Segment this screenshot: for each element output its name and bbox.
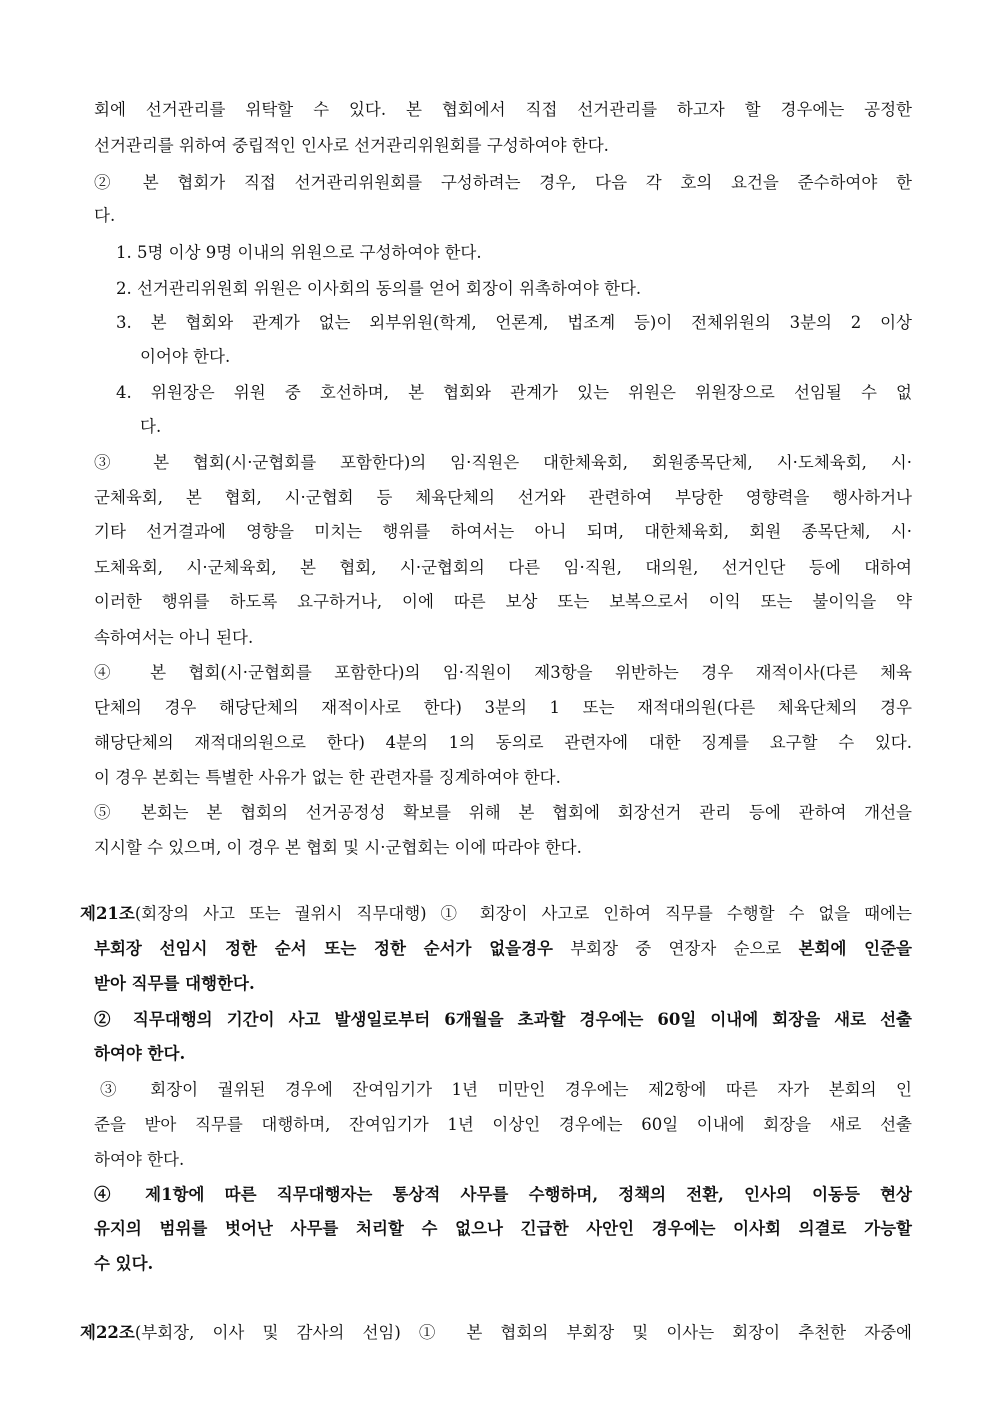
text-line: 이러한 행위를 하도록 요구하거나, 이에 따른 보상 또는 보복으로서 이익 또는 불이익을 약 [94, 592, 912, 611]
text-line: 지시할 수 있으며, 이 경우 본 협회 및 시·군협회는 이에 따라야 한다. [94, 838, 582, 857]
article-21-paragraph-2: 하여야 한다. [94, 1044, 186, 1063]
list-item-continued: 다. [140, 417, 162, 436]
article-21-line [80, 902, 912, 926]
text-line: 군체육회, 본 협회, 시·군협회 등 체육단체의 선거와 관련하여 부당한 영향력을 행사하거나 [94, 488, 912, 507]
plain-text: 부회장 중 연장자 순으로 [552, 939, 799, 958]
article-21-paragraph-3: 준을 받아 직무를 대행하며, 잔여임기가 1년 이상인 경우에는 60일 이내에 회장을 새로 선출 [94, 1115, 912, 1134]
article-21-line [94, 937, 912, 961]
list-item: 1. 5명 이상 9명 이내의 위원으로 구성하여야 한다. [116, 243, 482, 262]
article-21-paragraph-4: 수 있다. [94, 1254, 154, 1273]
article-21-heading: 제21조 [80, 904, 135, 923]
text-line: 기타 선거결과에 영향을 미치는 행위를 하여서는 아니 되며, 대한체육회, 회원 종목단체, 시· [94, 522, 912, 541]
text-line: 다. [94, 206, 116, 225]
text-line: 선거관리를 위하여 중립적인 인사로 선거관리위원회를 구성하여야 한다. [94, 136, 609, 155]
list-item: 3. 본 협회와 관계가 없는 외부위원(학계, 언론계, 법조계 등)이 전체위원의 3분의 2 이상 [116, 313, 912, 332]
text-line: 회에 선거관리를 위탁할 수 있다. 본 협회에서 직접 선거관리를 하고자 할 경우에는 공정한 [94, 100, 912, 119]
article-21-line: 받아 직무를 대행한다. [94, 974, 255, 993]
text-line: ② 본 협회가 직접 선거관리위원회를 구성하려는 경우, 다음 각 호의 요건을 준수하여야 한 [94, 173, 912, 192]
article-22-title: (부회장, 이사 및 감사의 선임) ① 본 협회의 부회장 및 이사는 회장이 추천한 자중에 [134, 1323, 912, 1342]
text-line: 단체의 경우 해당단체의 재적이사로 한다) 3분의 1 또는 재적대의원(다른 체육단체의 경우 [94, 698, 912, 717]
list-item-continued: 이어야 한다. [140, 347, 231, 366]
text-line: 속하여서는 아니 된다. [94, 628, 254, 647]
article-21-paragraph-2: ② 직무대행의 기간이 사고 발생일로부터 6개월을 초과할 경우에는 60일 이내에 회장을 새로 선출 [94, 1010, 912, 1029]
text-line: 이 경우 본회는 특별한 사유가 없는 한 관련자를 징계하여야 한다. [94, 768, 561, 787]
text-line: 해당단체의 재적대의원으로 한다) 4분의 1의 동의로 관련자에 대한 징계를 요구할 수 있다. [94, 733, 912, 752]
article-22-heading: 제22조 [80, 1323, 135, 1342]
text-line: ④ 본 협회(시·군협회를 포함한다)의 임·직원이 제3항을 위반하는 경우 재적이사(다른 체육 [94, 663, 912, 682]
list-item: 4. 위원장은 위원 중 호선하며, 본 협회와 관계가 있는 위원은 위원장으로 선임될 수 없 [116, 383, 912, 402]
text-line: ⑤ 본회는 본 협회의 선거공정성 확보를 위해 본 협회에 회장선거 관리 등에 관하여 개선을 [94, 803, 912, 822]
article-21-paragraph-3: 하여야 한다. [94, 1150, 185, 1169]
article-21-paragraph-4: ④ 제1항에 따른 직무대행자는 통상적 사무를 수행하며, 정책의 전환, 인사의 이동등 현상 [94, 1185, 912, 1204]
list-item: 2. 선거관리위원회 위원은 이사회의 동의를 얻어 회장이 위촉하여야 한다. [116, 279, 642, 298]
emphasis-text: 부회장 선임시 정한 순서 또는 정한 순서가 없을경우 [94, 939, 553, 958]
article-21-paragraph-4: 유지의 범위를 벗어난 사무를 처리할 수 없으나 긴급한 사안인 경우에는 이사회 의결로 가능할 [94, 1219, 912, 1238]
article-22-line [80, 1321, 912, 1345]
article-21-title: (회장의 사고 또는 궐위시 직무대행) ① 회장이 사고로 인하여 직무를 수행할 수 없을 때에는 [134, 904, 912, 923]
text-line: 도체육회, 시·군체육회, 본 협회, 시·군협회의 다른 임·직원, 대의원, 선거인단 등에 대하여 [94, 558, 912, 577]
article-21-paragraph-3: ③ 회장이 궐위된 경우에 잔여임기가 1년 미만인 경우에는 제2항에 따른 자가 본회의 인 [100, 1080, 912, 1099]
emphasis-text: 본회에 인준을 [798, 939, 912, 958]
text-line: ③ 본 협회(시·군협회를 포함한다)의 임·직원은 대한체육회, 회원종목단체, 시·도체육회, 시· [94, 453, 912, 472]
